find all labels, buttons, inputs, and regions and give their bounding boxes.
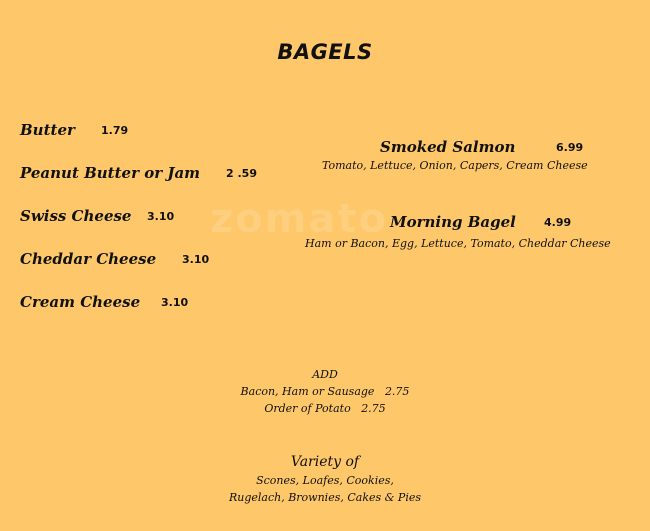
add-ons-section bbox=[0, 366, 650, 417]
variety-line: Scones, Loafes, Cookies, bbox=[256, 474, 394, 487]
item-description: Ham or Bacon, Egg, Lettuce, Tomato, Cheddar Cheese bbox=[305, 237, 611, 250]
item-name: Cream Cheese bbox=[20, 293, 141, 311]
add-on-item bbox=[0, 383, 650, 400]
menu-title: BAGELS bbox=[277, 40, 373, 64]
item-name: Cheddar Cheese bbox=[20, 250, 157, 268]
add-on-name: Order of Potato bbox=[264, 402, 351, 415]
menu-item-cream-cheese bbox=[20, 292, 189, 311]
variety-section bbox=[0, 452, 650, 506]
menu-item-swiss-cheese bbox=[20, 206, 175, 225]
variety-line: Rugelach, Brownies, Cakes & Pies bbox=[228, 491, 422, 504]
item-price: 2 .59 bbox=[226, 167, 257, 180]
item-price: 3.10 bbox=[147, 210, 175, 223]
item-price: 6.99 bbox=[556, 141, 584, 154]
item-name: Smoked Salmon bbox=[380, 138, 516, 156]
item-name: Butter bbox=[20, 121, 75, 139]
item-price: 3.10 bbox=[182, 253, 210, 266]
menu-item-peanut-butter-or-jam bbox=[20, 163, 257, 182]
menu-item-morning-bagel bbox=[390, 212, 572, 231]
item-name: Peanut Butter or Jam bbox=[20, 164, 201, 182]
item-description: Tomato, Lettuce, Onion, Capers, Cream Cheese bbox=[322, 159, 588, 172]
menu-item-smoked-salmon bbox=[380, 137, 584, 156]
item-price: 1.79 bbox=[101, 124, 129, 137]
add-on-name: Bacon, Ham or Sausage bbox=[240, 385, 375, 398]
menu-item-cheddar-cheese bbox=[20, 249, 210, 268]
variety-heading: Variety of bbox=[290, 454, 360, 470]
item-price: 4.99 bbox=[544, 216, 572, 229]
add-on-price: 2.75 bbox=[384, 385, 410, 398]
add-ons-heading: ADD bbox=[312, 368, 338, 381]
item-name: Morning Bagel bbox=[390, 213, 516, 231]
add-on-item bbox=[0, 400, 650, 417]
menu-item-butter bbox=[20, 120, 129, 139]
item-name: Swiss Cheese bbox=[20, 207, 132, 225]
item-price: 3.10 bbox=[161, 296, 189, 309]
watermark-logo: zomato bbox=[210, 196, 389, 242]
add-on-price: 2.75 bbox=[361, 402, 386, 415]
